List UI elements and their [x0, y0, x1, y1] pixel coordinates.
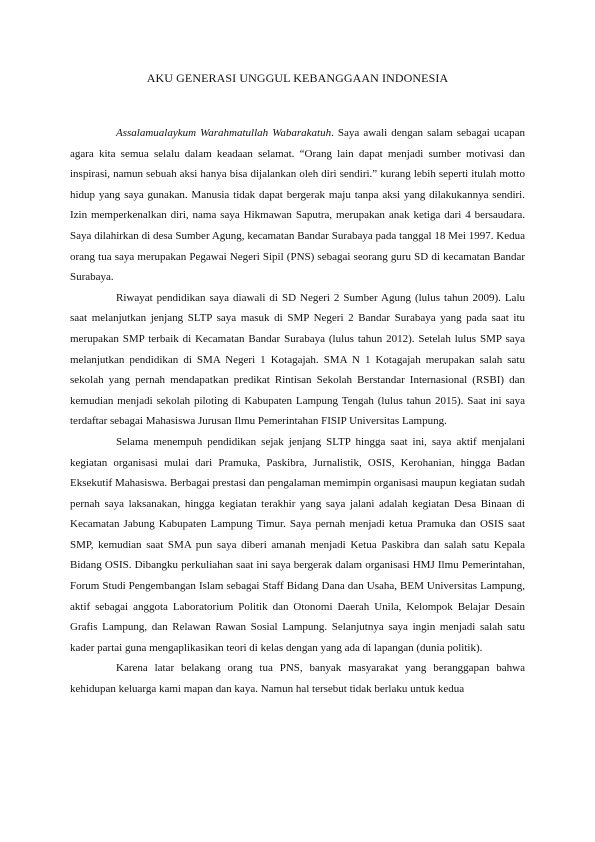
- paragraph-text: Selama menempuh pendidikan sejak jenjang SLTP hingga saat ini, saya aktif menjalani kegiatan organisasi mulai dari Pramuka, Paskibra, Jurnalistik, OSIS, Kerohanian, hingga Badan Eksekutif Mahasiswa. Berbagai prestasi dan pengalaman memimpin organisasi maupun kegiatan sudah pernah saya laksanakan, hingga kegiatan terakhir yang saya jalani adalah kegiatan Desa Binaan di Kecamatan Jabung Kabupaten Lampung Timur. Saya pernah menjadi ketua Pramuka dan OSIS saat SMP, kemudian saat SMA pun saya diberi amanah menjadi Ketua Paskibra dan salah satu Kepala Bidang OSIS. Dibangku perkuliahan saat ini saya bergerak dalam organisasi HMJ Ilmu Pemerintahan, Forum Studi Pengembangan Islam sebagai Staff Bidang Dana dan Usaha, BEM Universitas Lampung, aktif sebagai anggota Laboratorium Politik dan Otonomi Daerah Unila, Kelompok Belajar Desain Grafis Lampung, dan Relawan Rawan Sosial Lampung. Selanjutnya saya ingin menjadi salah satu kader partai guna mengaplikasikan teori di kelas dengan yang ada di lapangan (dunia politik).: [70, 435, 525, 654]
- paragraph-introduction: [70, 123, 525, 288]
- paragraph-family: [70, 658, 525, 699]
- document-body: [70, 123, 525, 700]
- paragraph-education: [70, 288, 525, 432]
- paragraph-text: Riwayat pendidikan saya diawali di SD Negeri 2 Sumber Agung (lulus tahun 2009). Lalu saat melanjutkan jenjang SLTP saya masuk di SMP Negeri 2 Bandar Surabaya yang pada saat itu merupakan SMP terbaik di Kecamatan Bandar Surabaya (lulus tahun 2012). Setelah lulus SMP saya melanjutkan pendidikan di SMA Negeri 1 Kotagajah. SMA N 1 Kotagajah merupakan salah satu sekolah yang pernah mendapatkan predikat Rintisan Sekolah Berstandar Internasional (RSBI) dan kemudian menjadi sekolah piloting di Kabupaten Lampung Tengah (lulus tahun 2015). Saat ini saya terdaftar sebagai Mahasiswa Jurusan Ilmu Pemerintahan FISIP Universitas Lampung.: [70, 291, 525, 428]
- document-title: AKU GENERASI UNGGUL KEBANGGAAN INDONESIA: [146, 71, 449, 85]
- paragraph-text: . Saya awali dengan salam sebagai ucapan agara kita semua selalu dalam keadaan selamat. “Orang lain dapat menjadi sumber motivasi dan inspirasi, namun sebuah aksi hanya bisa dijalankan oleh diri sendiri.” kurang lebih seperti itulah motto hidup yang saya gunakan. Manusia tidak dapat bergerak maju tanpa aksi yang dilakukannya sendiri. Izin memperkenalkan diri, nama saya Hikmawan Saputra, merupakan anak ketiga dari 4 bersaudara. Saya dilahirkan di desa Sumber Agung, kecamatan Bandar Surabaya pada tanggal 18 Mei 1997. Kedua orang tua saya merupakan Pegawai Negeri Sipil (PNS) sebagai seorang guru SD di kecamatan Bandar Surabaya.: [70, 127, 525, 284]
- greeting-text: Assalamualaykum Warahmatullah Wabarakatuh: [116, 127, 332, 139]
- paragraph-organizations: [70, 432, 525, 659]
- paragraph-text: Karena latar belakang orang tua PNS, banyak masyarakat yang beranggapan bahwa kehidupan keluarga kami mapan dan kaya. Namun hal tersebut tidak berlaku untuk kedua: [70, 662, 525, 696]
